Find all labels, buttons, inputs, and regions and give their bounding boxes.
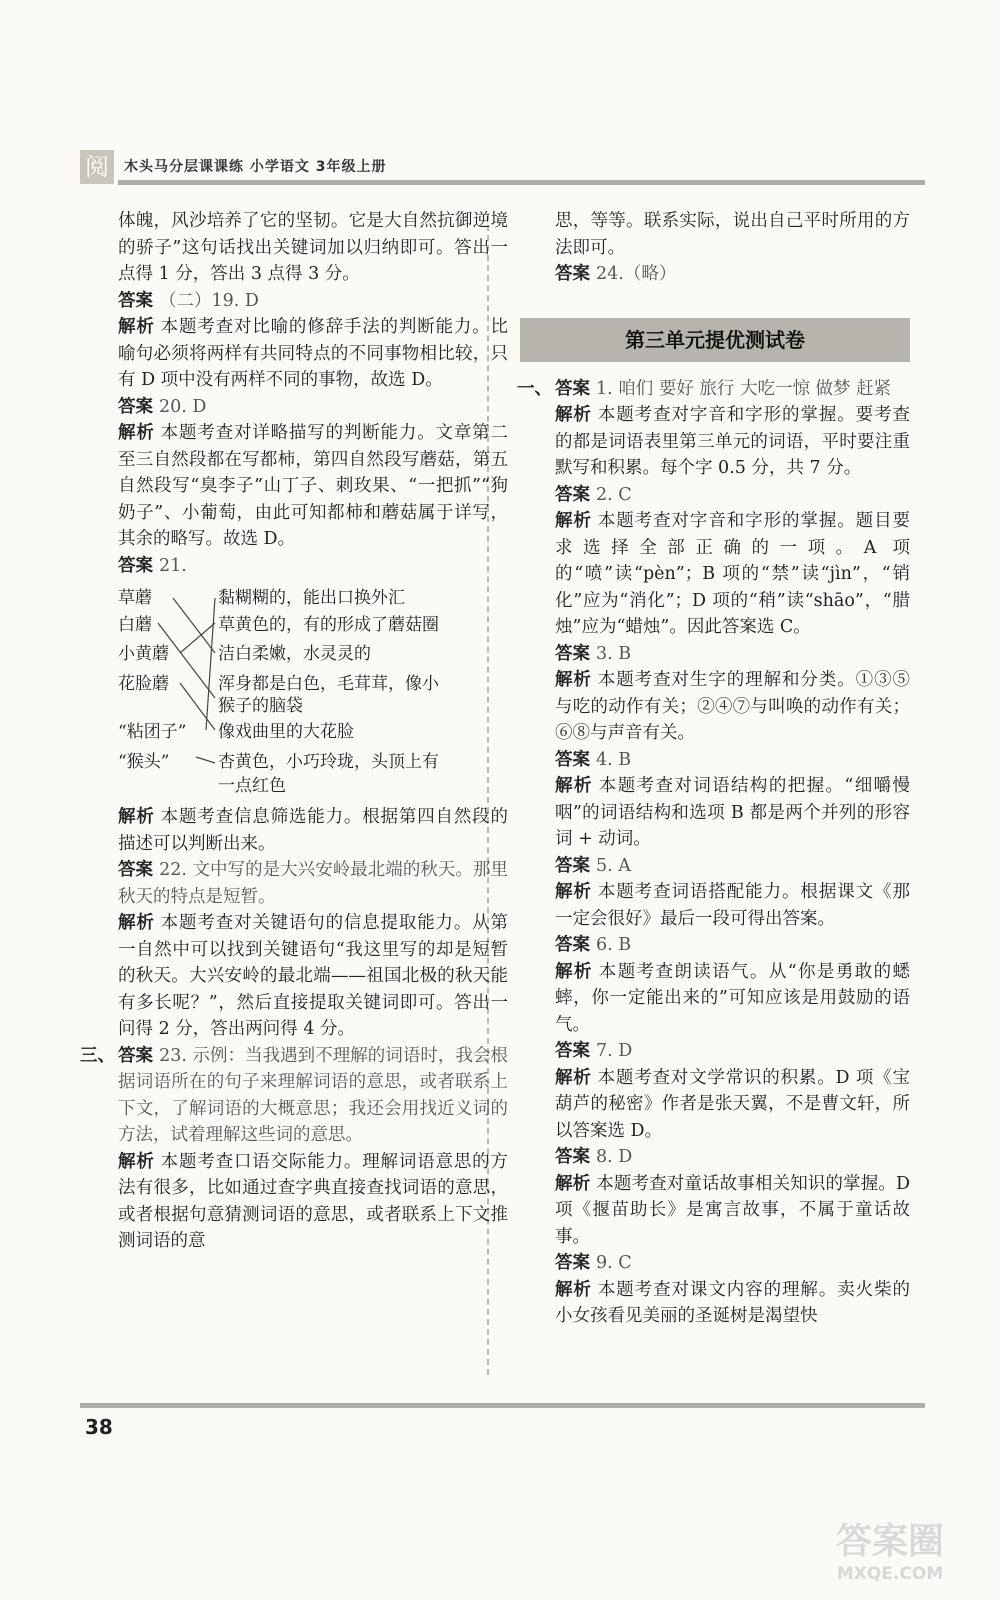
footer-rule [80, 1403, 925, 1408]
answer-8: 答案 8. D [555, 1147, 633, 1167]
analysis-2: 解析 本题考查对字音和字形的掌握。题目要求选择全部正确的一项。A 项的“喷”读“pèn”；B 项的“禁”读“jìn”，“销化”应为“消化”；D 项的“稍”读“shāo”，“腊烛”应为“蜡烛”。因此答案选 C。 [555, 511, 911, 637]
book-logo: 阅 [80, 150, 114, 184]
header-rule [118, 180, 925, 185]
right-column [517, 208, 911, 1330]
answer-20: 答案 20. D [118, 396, 207, 417]
left-column [80, 208, 509, 1255]
match-right-item: 像戏曲里的大花脸 [218, 722, 354, 742]
match-right-item: 猴子的脑袋 [218, 696, 303, 716]
analysis-1: 解析 本题考查对字音和字形的掌握。要考查的都是词语表里第三单元的词语，平时要注重默写和积累。每个字 0.5 分，共 7 分。 [555, 405, 911, 478]
analysis-21: 解析 本题考查信息筛选能力。根据第四自然段的描述可以判断出来。 [118, 807, 509, 854]
analysis-22: 解析 本题考查对关键语句的信息提取能力。从第一自然中可以找到关键语句“我这里写的却是短暂的秋天。大兴安岭的最北端——祖国北极的秋天能有多长呢？”，然后直接提取关键词即可。答出一问得 2 分，答出两问得 4 分。 [118, 913, 509, 1039]
answer-24: 答案 24.（略） [555, 264, 677, 284]
match-left-item: “粘团子” [118, 722, 187, 742]
analysis-7: 解析 本题考查对文学常识的积累。D 项《宝葫芦的秘密》作者是张天翼，不是曹文轩，所以答案选 D。 [555, 1067, 911, 1141]
match-left-item: “猴头” [118, 752, 170, 772]
page-header [80, 150, 925, 190]
answer-7: 答案 7. D [555, 1041, 633, 1061]
match-right-item: 草黄色的，有的形成了蘑菇圈 [218, 615, 439, 635]
match-right-item: 黏糊糊的，能出口换外汇 [218, 588, 405, 608]
match-left-item: 草蘑 [118, 588, 152, 608]
answer-1: 一、 答案 1. 咱们 要好 旅行 大吃一惊 做梦 赶紧 [555, 376, 910, 403]
answer-6: 答案 6. B [555, 935, 632, 955]
answer-4: 答案 4. B [555, 749, 632, 770]
match-left-item: 小黄蘑 [118, 644, 169, 664]
matching-diagram [118, 585, 508, 800]
match-right-item: 浑身都是白色，毛茸茸，像小 [218, 674, 439, 694]
answer-23: 三、 答案 23. 示例：当我遇到不理解的词语时，我会根据词语所在的句子来理解词语的意思，或者联系上下文，了解词语的大概意思；我还会用找近义词的方法，试着理解这些词的意思。 [118, 1043, 508, 1149]
section-banner: 第三单元提优测试卷 [520, 318, 910, 362]
analysis-6: 解析 本题考查朗读语气。从“你是勇敢的蟋蟀，你一定能出来的”可知应该是用鼓励的语气。 [555, 961, 911, 1035]
answer-2: 答案 2. C [555, 484, 632, 505]
answer-5: 答案 5. A [555, 855, 631, 876]
analysis-8: 解析 本题考查对童话故事相关知识的掌握。D 项《揠苗助长》是寓言故事，不属于童话故事。 [555, 1173, 911, 1247]
match-left-item: 花脸蘑 [118, 674, 169, 694]
match-right-item: 一点红色 [218, 776, 286, 796]
paragraph: 体魄，风沙培养了它的坚韧。它是大自然抗御逆境的骄子”这句话找出关键词加以归纳即可。答出一点得 1 分，答出 3 点得 3 分。 [118, 211, 508, 284]
answer-21: 答案 21. [118, 555, 187, 576]
analysis-5: 解析 本题考查词语搭配能力。根据课文《那一定会很好》最后一段可得出答案。 [555, 882, 911, 929]
page-number: 38 [85, 1415, 113, 1439]
answer-9: 答案 9. C [555, 1253, 632, 1273]
match-right-item: 杏黄色，小巧玲珑，头顶上有 [218, 752, 439, 772]
answer-3: 答案 3. B [555, 643, 632, 664]
answer-19: 答案 （二）19. D [118, 290, 259, 311]
analysis-9: 解析 本题考查对课文内容的理解。卖火柴的小女孩看见美丽的圣诞树是渴望快 [555, 1279, 911, 1326]
paragraph: 思，等等。联系实际，说出自己平时所用的方法即可。 [555, 211, 910, 258]
analysis-19: 解析 本题考查对比喻的修辞手法的判断能力。比喻句必须将两样有共同特点的不同事物相比较，只有 D 项中没有两样不同的事物，故选 D。 [118, 317, 509, 390]
watermark-logo: 答案圈 MXQE.COM [835, 1521, 944, 1584]
analysis-23: 解析 本题考查口语交际能力。理解词语意思的方法有很多，比如通过查字典直接查找词语的意思，或者根据句意猜测词语的意思，或者联系上下文推测词语的意 [118, 1151, 509, 1251]
book-title: 木头马分层课课练 小学语文 3年级上册 [124, 159, 387, 175]
match-left-item: 白蘑 [118, 615, 152, 635]
section-number: 一、 [517, 378, 552, 399]
section-number: 三、 [80, 1045, 115, 1066]
answer-22: 答案 22. 文中写的是大兴安岭最北端的秋天。那里秋天的特点是短暂。 [118, 860, 508, 907]
analysis-3: 解析 本题考查对生字的理解和分类。①③⑤与吃的动作有关；②④⑦与叫唤的动作有关；⑥⑧与声音有关。 [555, 670, 911, 743]
match-right-item: 洁白柔嫩，水灵灵的 [218, 644, 371, 664]
analysis-4: 解析 本题考查对词语结构的把握。“细嚼慢咽”的词语结构和选项 B 都是两个并列的形容词 + 动词。 [555, 776, 911, 849]
analysis-20: 解析 本题考查对详略描写的判断能力。文章第二至三自然段都在写都柿，第四自然段写蘑菇，第五自然段写“臭李子”山丁子、刺玫果、“一把抓”“狗奶子”、小葡萄，由此可知都柿和蘑菇属于详写，其余的略写。故选 D。 [118, 423, 509, 549]
